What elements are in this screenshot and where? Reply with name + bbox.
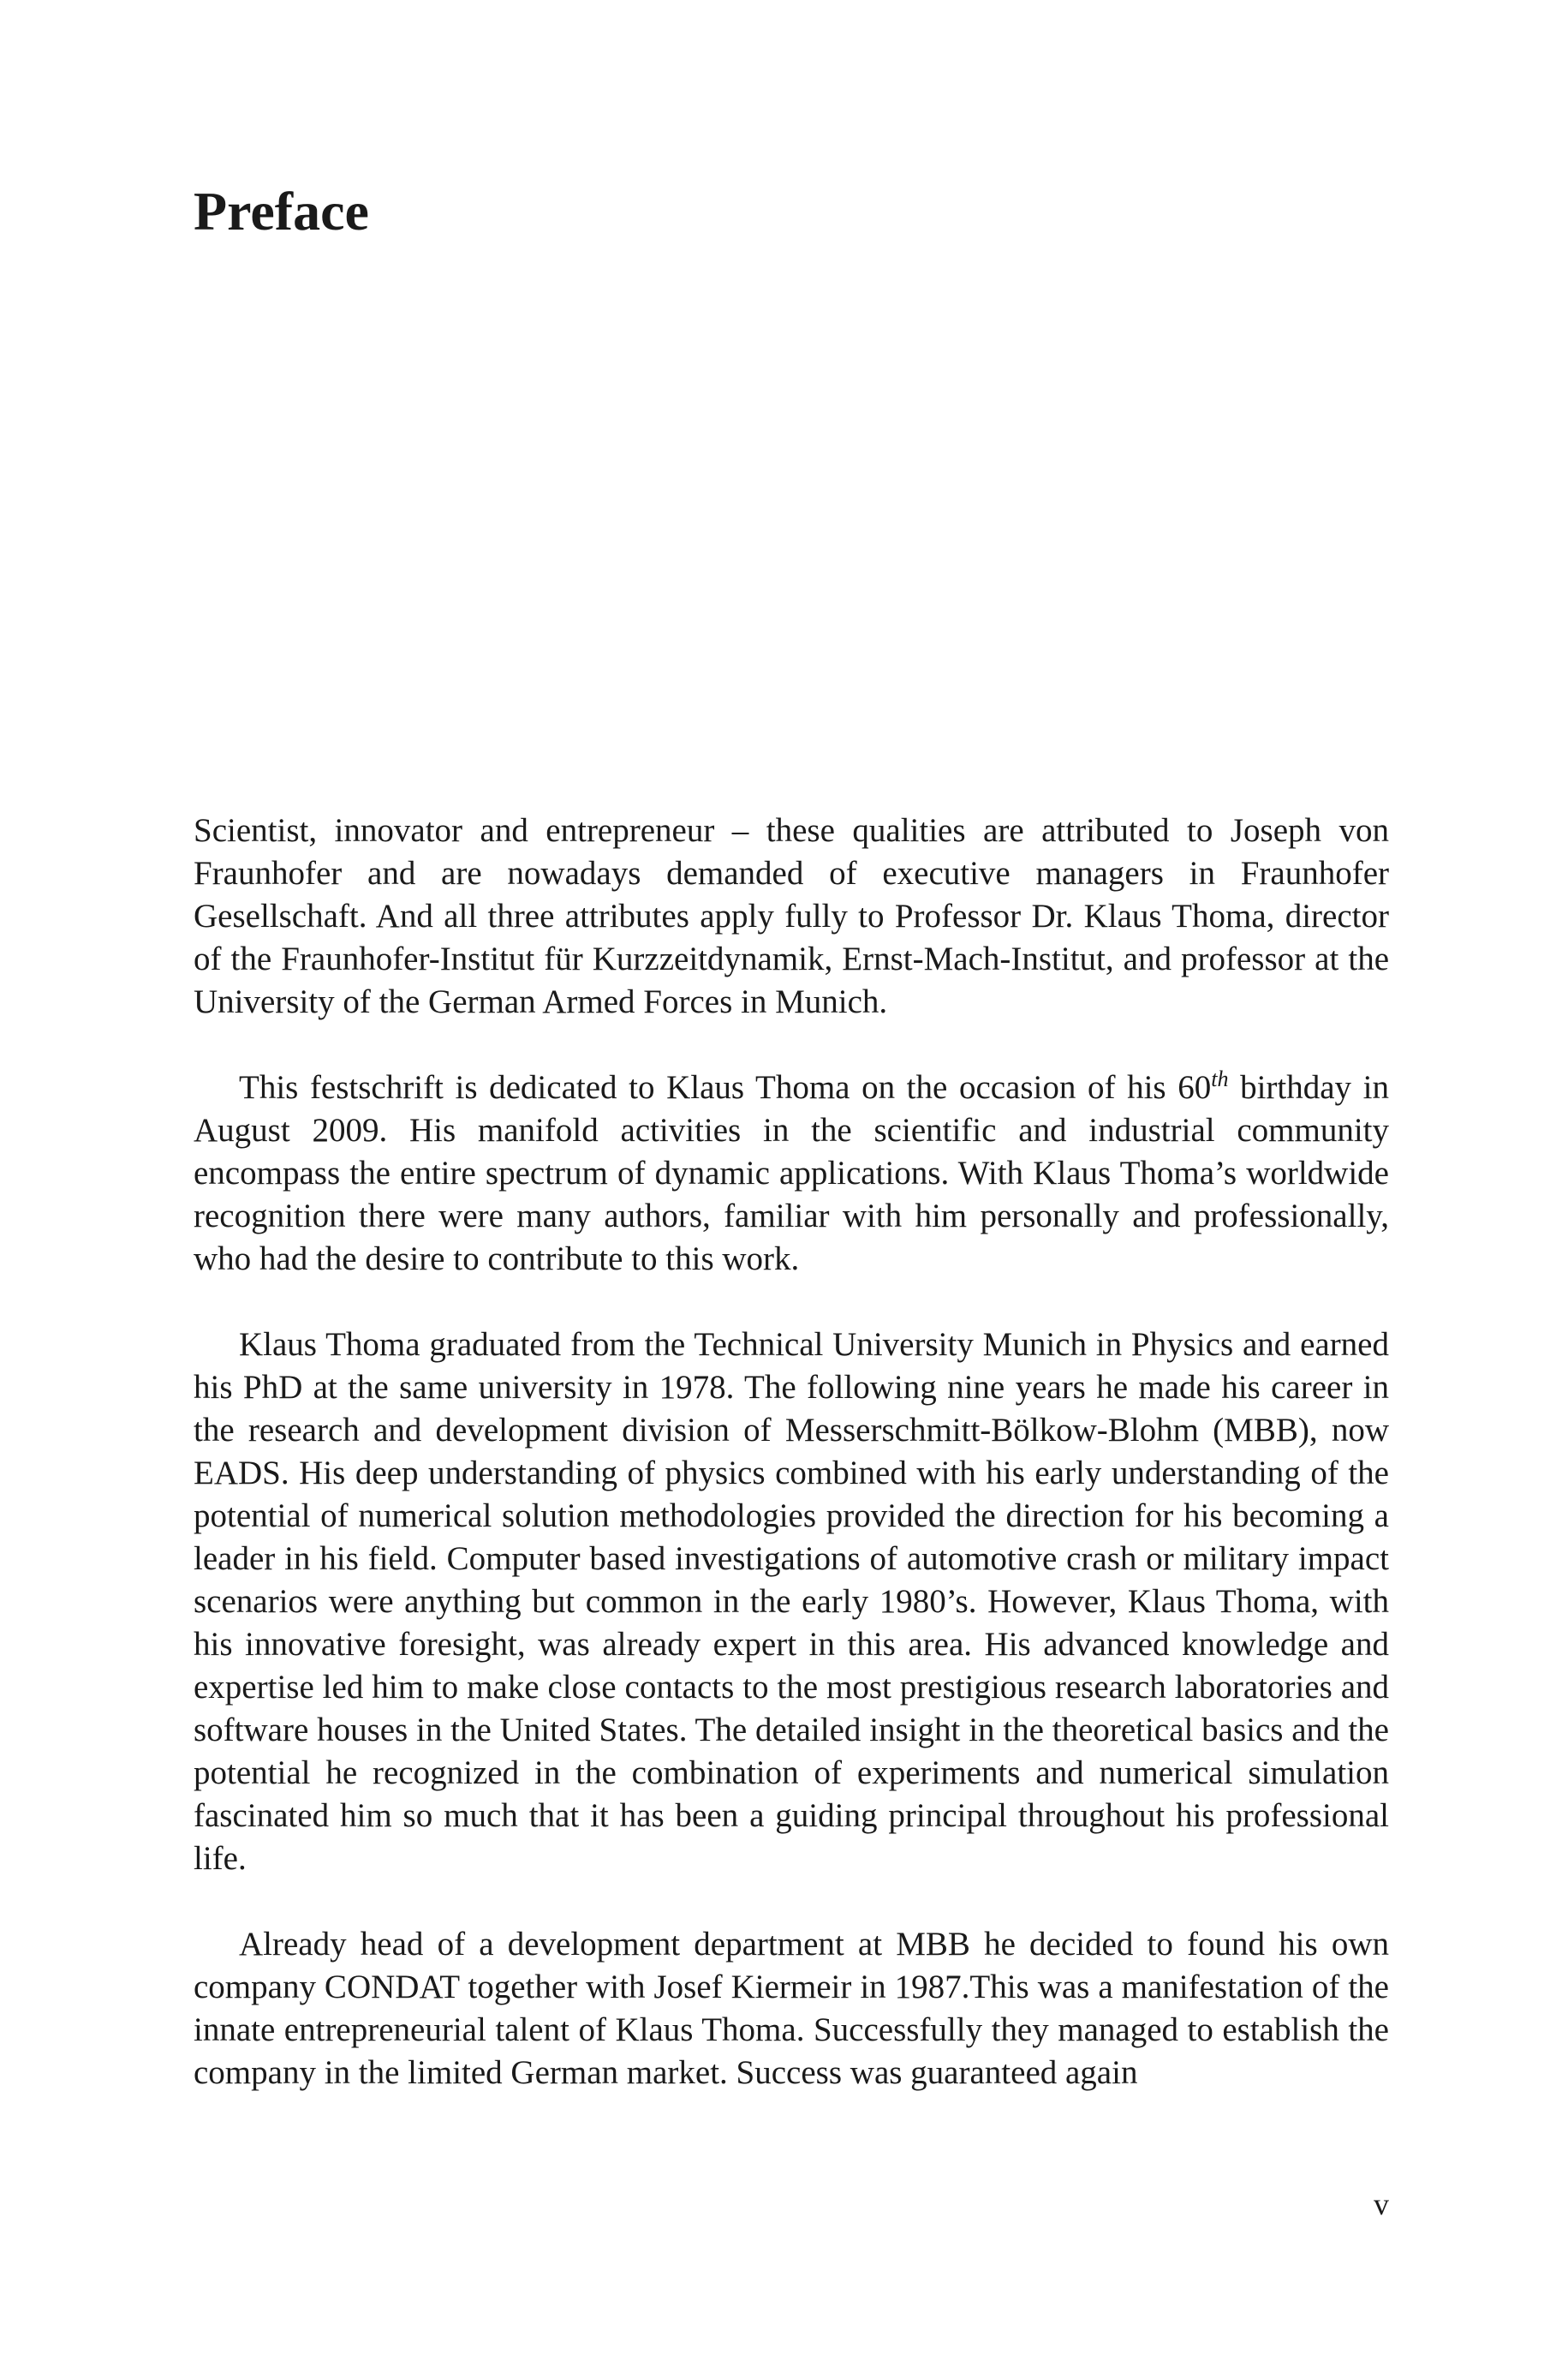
paragraph-3: Klaus Thoma graduated from the Technical University Munich in Physics and earned his PhD at the same university in 1978. The following nine years he made his career in the research and development division of Messerschmitt-Bölkow-Blohm (MBB), now EADS. His deep understanding of physics combined with his early understanding of the potential of numerical solution methodologies provided the direction for his becoming a leader in his field. Computer based investigations of automotive crash or military impact scenarios were anything but common in the early 1980’s. However, Klaus Thoma, with his innovative foresight, was already expert in this area. His advanced knowledge and expertise led him to make close contacts to the most prestigious research laboratories and software houses in the United States. The detailed insight in the theoretical basics and the potential he recognized in the combination of experiments and numerical simulation fascinated him so much that it has been a guiding principal throughout his professional life.	[194, 1326, 1389, 1877]
body-text	[194, 810, 1389, 2094]
paragraph-2-text-end: birthday in August 2009. His manifold activities in the scientific and industrial community encompass the entire spectrum of dynamic applications. With Klaus Thoma’s worldwide recognition there were many authors, familiar with him personally and professionally, who had the desire to contribute to this work.	[194, 1069, 1389, 1277]
paragraph-1: Scientist, innovator and entrepreneur – these qualities are attributed to Joseph von Fraunhofer and are nowadays demanded of executive managers in Fraunhofer Gesellschaft. And all three attributes apply fully to Professor Dr. Klaus Thoma, director of the Fraunhofer-Institut für Kurzzeitdynamik, Ernst-Mach-Institut, and professor at the University of the German Armed Forces in Munich.	[194, 812, 1389, 1020]
paragraph-4: Already head of a development department at MBB he decided to found his own company CONDAT together with Josef Kiermeir in 1987.This was a manifestation of the innate entrepreneurial talent of Klaus Thoma. Successfully they managed to establish the company in the limited German market. Success was guaranteed again	[194, 1926, 1389, 2091]
page-number: v	[1374, 2187, 1389, 2221]
paragraph-2-text-start: This festschrift is dedicated to Klaus Thoma on the occasion of his 60	[239, 1069, 1212, 1106]
paragraph-2	[194, 1067, 1389, 1281]
page-title: Preface	[194, 181, 369, 242]
ordinal-superscript: th	[1211, 1067, 1229, 1091]
